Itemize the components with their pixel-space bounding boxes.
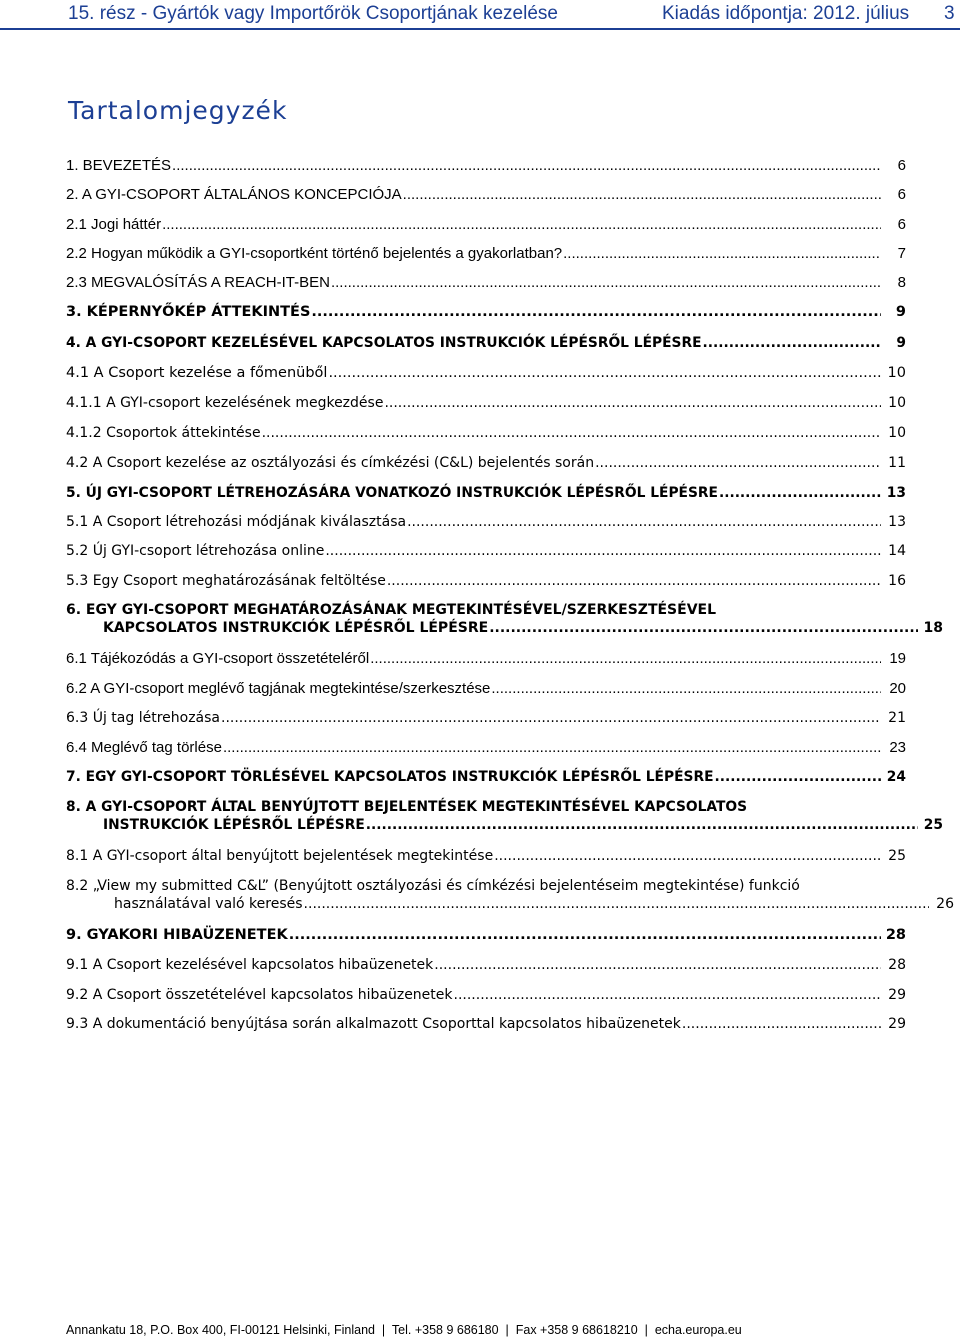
toc-entry-page: 13: [886, 485, 906, 501]
toc-entry[interactable]: [66, 216, 906, 234]
toc-entry-page: 9: [895, 304, 906, 320]
toc-heading: Tartalomjegyzék: [68, 96, 288, 125]
toc-entry-page: 23: [889, 739, 906, 756]
toc-entry-title: 9.1 A Csoport kezelésével kapcsolatos hibaüzenetek: [66, 957, 434, 973]
toc-entry[interactable]: [66, 245, 906, 263]
toc-entry-title: 5.3 Egy Csoport meghatározásának feltöltése: [66, 573, 386, 589]
toc-entry[interactable]: [66, 650, 906, 668]
toc-entry-title: 6.2 A GYI-csoport meglévő tagjának megtekintése/szerkesztése: [66, 680, 491, 697]
toc-entry[interactable]: [66, 484, 906, 502]
toc-entry-title: 5.2 Új GYI-csoport létrehozása online: [66, 543, 325, 559]
toc-entry[interactable]: [66, 364, 906, 382]
toc-entry-title: 4. A GYI-CSOPORT KEZELÉSÉVEL KAPCSOLATOS INSTRUKCIÓK LÉPÉSRŐL LÉPÉSRE: [66, 335, 702, 351]
toc-entry[interactable]: [66, 768, 906, 786]
toc-entry[interactable]: [66, 986, 906, 1004]
toc-entry-title: 7. EGY GYI-CSOPORT TÖRLÉSÉVEL KAPCSOLATOS INSTRUKCIÓK LÉPÉSRŐL LÉPÉSRE: [66, 769, 714, 785]
toc-entry-page: 10: [887, 365, 906, 381]
toc-entry-page: 24: [886, 769, 906, 785]
toc-entry-title: 2.2 Hogyan működik a GYI-csoportként történő bejelentés a gyakorlatban?: [66, 245, 563, 262]
toc-entry-title: 9.2 A Csoport összetételével kapcsolatos hibaüzenetek: [66, 987, 453, 1003]
toc-entry-title: 2.3 MEGVALÓSÍTÁS A REACH-IT-BEN: [66, 274, 330, 291]
toc-entry-title: 9. GYAKORI HIBAÜZENETEK: [66, 927, 288, 943]
toc-entry-page: 11: [888, 455, 906, 471]
toc-entry-title-line1: 8.2 „View my submitted C&L” (Benyújtott osztályozási és címkézési bejelentéseim megtekintése) funkció: [66, 878, 800, 894]
toc-entry-page: 9: [896, 335, 906, 351]
toc-entry[interactable]: [66, 709, 906, 727]
toc-entry[interactable]: [66, 513, 906, 531]
toc-entry[interactable]: [66, 680, 906, 698]
toc-entry-title: 8.1 A GYI-csoport által benyújtott bejelentések megtekintése: [66, 848, 494, 864]
toc-entry[interactable]: [66, 274, 906, 292]
toc-entry[interactable]: [66, 739, 906, 757]
toc-entry-title: 5. ÚJ GYI-CSOPORT LÉTREHOZÁSÁRA VONATKOZÓ INSTRUKCIÓK LÉPÉSRŐL LÉPÉSRE: [66, 485, 718, 501]
toc-entry-page: 6: [897, 186, 906, 203]
toc-entry[interactable]: [66, 334, 906, 352]
toc-entry-page: 14: [888, 543, 906, 559]
toc-entry-page: 6: [897, 216, 906, 233]
toc-entry-title: használatával való keresés: [114, 896, 303, 912]
toc-entry[interactable]: [66, 303, 906, 321]
toc-entry-page: 10: [888, 395, 906, 411]
toc-entry-title: KAPCSOLATOS INSTRUKCIÓK LÉPÉSRŐL LÉPÉSRE: [103, 620, 489, 636]
toc-entry[interactable]: [66, 454, 906, 472]
toc-entry[interactable]: [66, 926, 906, 944]
toc-entry-page: 25: [923, 817, 943, 833]
toc-entry-page: 6: [897, 157, 906, 174]
toc-entry-title: 4.2 A Csoport kezelése az osztályozási és címkézési (C&L) bejelentés során: [66, 455, 595, 471]
toc-entry[interactable]: [66, 186, 906, 204]
document-title: 15. rész - Gyártók vagy Importőrök Csoportjának kezelése: [68, 3, 558, 24]
toc-entry-title: 4.1.1 A GYI-csoport kezelésének megkezdése: [66, 395, 384, 411]
toc-entry-title-line1: 8. A GYI-CSOPORT ÁLTAL BENYÚJTOTT BEJELENTÉSEK MEGTEKINTÉSÉVEL KAPCSOLATOS: [66, 799, 748, 815]
toc-entry-page: 21: [888, 710, 906, 726]
toc-entry-title: 4.1.2 Csoportok áttekintése: [66, 425, 261, 441]
toc-entry-title: 6.4 Meglévő tag törlése: [66, 739, 222, 756]
toc-entry-page: 16: [888, 573, 906, 589]
toc-entry-title: 2.1 Jogi háttér: [66, 216, 162, 233]
toc-entry-title-line1: 6. EGY GYI-CSOPORT MEGHATÁROZÁSÁNAK MEGTEKINTÉSÉVEL/SZERKESZTÉSÉVEL: [66, 602, 717, 618]
toc-entry[interactable]: [66, 1015, 906, 1033]
toc-entry-page: 28: [885, 927, 906, 943]
toc-entry[interactable]: [66, 157, 906, 175]
toc-entry-page: 20: [889, 680, 906, 697]
toc-entry-page: 25: [888, 848, 906, 864]
release-date: Kiadás időpontja: 2012. július: [662, 3, 910, 24]
toc-entry-page: 29: [888, 987, 906, 1003]
toc-entry-page: 26: [936, 896, 954, 912]
page-header: [0, 0, 960, 30]
toc-entry-page: 19: [889, 650, 906, 667]
toc-entry-page: 7: [897, 245, 906, 262]
toc-entry[interactable]: [66, 877, 954, 913]
toc-entry-title: INSTRUKCIÓK LÉPÉSRŐL LÉPÉSRE: [103, 817, 365, 833]
toc-entry[interactable]: [66, 542, 906, 560]
toc-entry-title: 9.3 A dokumentáció benyújtása során alkalmazott Csoporttal kapcsolatos hibaüzenetek: [66, 1016, 681, 1032]
toc-entry-title: 5.1 A Csoport létrehozási módjának kiválasztása: [66, 514, 407, 530]
toc-entry-page: 10: [888, 425, 906, 441]
page-number: 3: [944, 3, 955, 24]
toc-entry[interactable]: [66, 424, 906, 442]
toc-entry-title: 6.1 Tájékozódás a GYI-csoport összetételéről: [66, 650, 370, 667]
toc-entry-title: 2. A GYI-CSOPORT ÁLTALÁNOS KONCEPCIÓJA: [66, 186, 402, 203]
toc-entry[interactable]: [66, 798, 943, 834]
toc-entry-title: 6.3 Új tag létrehozása: [66, 710, 220, 726]
toc-entry[interactable]: [66, 847, 906, 865]
toc-entry[interactable]: [66, 394, 906, 412]
toc-entry[interactable]: [66, 956, 906, 974]
toc-entry[interactable]: [66, 572, 906, 590]
toc-entry-title: 1. BEVEZETÉS: [66, 157, 172, 174]
toc-entry-title: 3. KÉPERNYŐKÉP ÁTTEKINTÉS: [66, 304, 311, 320]
toc-entry-page: 13: [888, 514, 906, 530]
toc-entry-title: 4.1 A Csoport kezelése a főmenüből: [66, 365, 328, 381]
page-footer: Annankatu 18, P.O. Box 400, FI-00121 Helsinki, Finland | Tel. +358 9 686180 | Fax +358 9 68618210 | echa.europa.eu: [66, 1323, 742, 1337]
toc-entry[interactable]: [66, 601, 943, 637]
toc-entry-page: 8: [897, 274, 906, 291]
toc-entry-page: 28: [888, 957, 906, 973]
toc-entry-page: 18: [923, 620, 943, 636]
toc-entry-page: 29: [888, 1016, 906, 1032]
